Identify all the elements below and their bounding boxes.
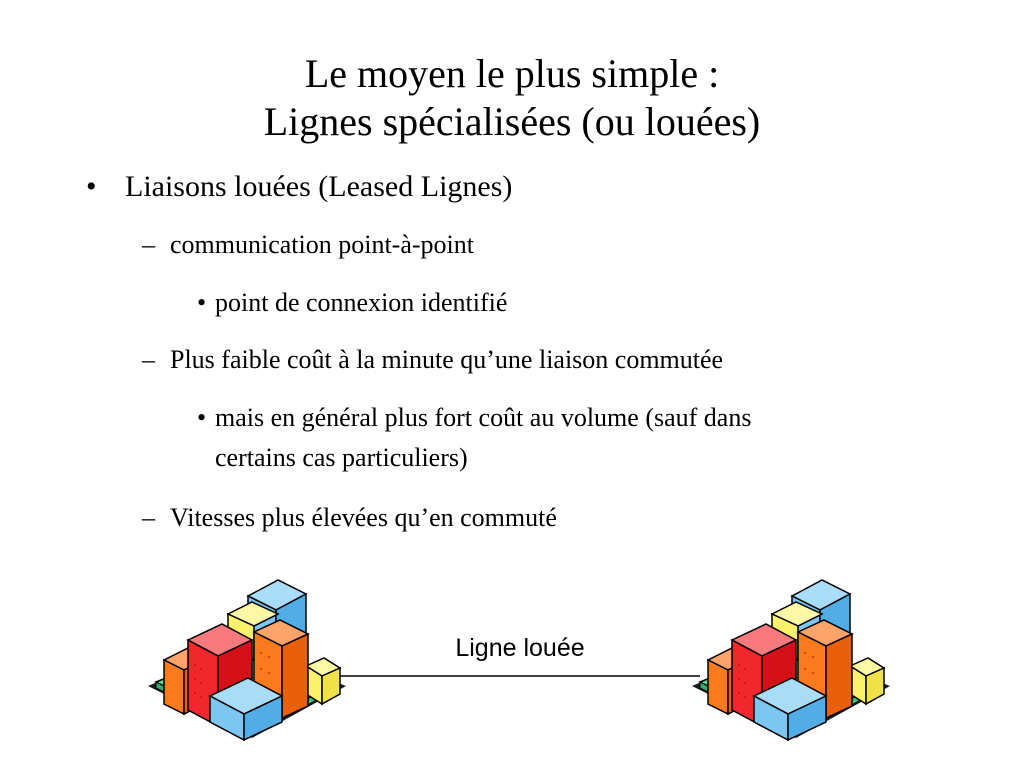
bullet-marker: • [197, 288, 207, 317]
right-building-cluster-icon [692, 580, 890, 740]
bullet-text: mais en général plus fort coût au volume (sauf dans [215, 403, 752, 432]
bullet-marker: • [197, 403, 207, 432]
bullet-text-continuation: certains cas particuliers) [215, 443, 468, 472]
bullet-text: point de connexion identifié [215, 288, 508, 317]
title-line-2: Lignes spécialisées (ou louées) [263, 99, 761, 144]
dash-marker: – [142, 345, 155, 374]
bullet-marker: • [86, 170, 97, 203]
left-building-cluster-icon [148, 580, 346, 740]
dash-marker: – [142, 230, 155, 259]
bullet-text: Vitesses plus élevées qu’en commuté [170, 503, 557, 532]
bullet-text: Plus faible coût à la minute qu’une liaison commutée [170, 345, 724, 374]
dash-marker: – [142, 503, 155, 532]
network-diagram [0, 560, 1024, 768]
bullet-text: Liaisons louées (Leased Lignes) [125, 170, 513, 203]
link-label: Ligne louée [455, 634, 585, 662]
bullet-text: communication point-à-point [170, 230, 474, 259]
title-line-1: Le moyen le plus simple : [304, 51, 720, 96]
